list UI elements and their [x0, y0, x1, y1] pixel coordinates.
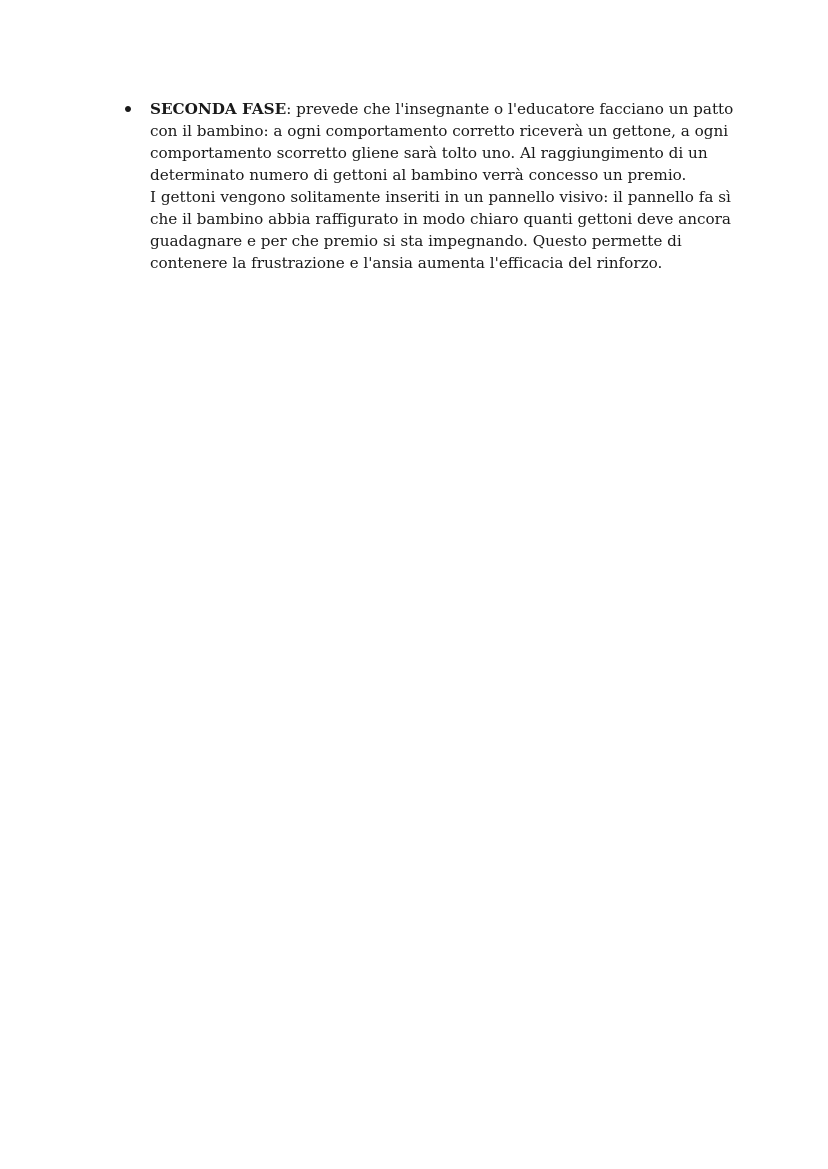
paragraph-line: comportamento scorretto gliene sarà tolto uno. Al raggiungimento di un: [150, 144, 708, 162]
first-line: [150, 98, 734, 120]
paragraph-line: contenere la frustrazione e l'ansia aumenta l'efficacia del rinforzo.: [150, 254, 663, 272]
paragraph-line: determinato numero di gettoni al bambino verrà concesso un premio.: [150, 166, 687, 184]
paragraph-line: I gettoni vengono solitamente inseriti in un pannello visivo: il pannello fa sì: [150, 188, 731, 206]
bullet-list: [122, 98, 734, 274]
bullet-icon: [125, 106, 131, 112]
phase-heading-suffix: : prevede che l'insegnante o l'educatore facciano un patto: [286, 100, 734, 118]
paragraph-line: con il bambino: a ogni comportamento corretto riceverà un gettone, a ogni: [150, 122, 729, 140]
paragraph-line: che il bambino abbia raffigurato in modo chiaro quanti gettoni deve ancora: [150, 210, 731, 228]
paragraph-line: guadagnare e per che premio si sta impegnando. Questo permette di: [150, 232, 682, 250]
list-item: [122, 98, 734, 274]
phase-heading: SECONDA FASE: [150, 100, 287, 118]
